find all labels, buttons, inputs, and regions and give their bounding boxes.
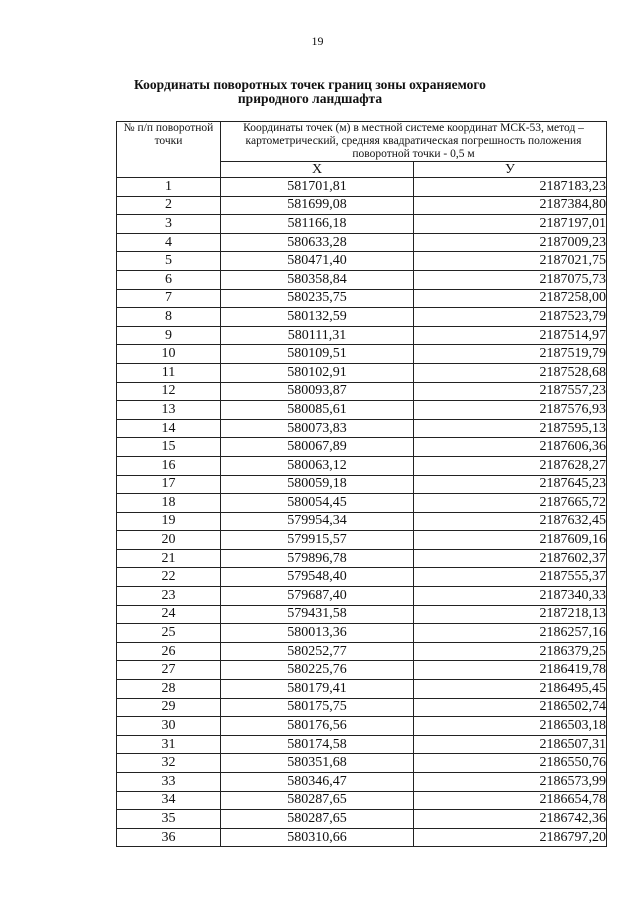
x-coordinate-cell: 580085,61 <box>221 401 414 420</box>
y-coordinate-cell: 2187606,36 <box>414 438 607 457</box>
point-number-cell: 8 <box>117 308 221 327</box>
table-row <box>117 735 607 754</box>
x-coordinate-cell: 579915,57 <box>221 531 414 550</box>
table-row <box>117 549 607 568</box>
y-coordinate-cell: 2187576,93 <box>414 401 607 420</box>
y-coordinate-cell: 2187645,23 <box>414 475 607 494</box>
y-coordinate-cell: 2186550,76 <box>414 754 607 773</box>
x-coordinate-cell: 580059,18 <box>221 475 414 494</box>
point-number-cell: 13 <box>117 401 221 420</box>
table-row <box>117 308 607 327</box>
point-number-cell: 33 <box>117 773 221 792</box>
y-coordinate-cell: 2186502,74 <box>414 698 607 717</box>
y-coordinate-cell: 2187628,27 <box>414 456 607 475</box>
x-coordinate-cell: 579954,34 <box>221 512 414 531</box>
table-row <box>117 791 607 810</box>
y-coordinate-cell: 2187258,00 <box>414 289 607 308</box>
y-coordinate-cell: 2187183,23 <box>414 178 607 197</box>
y-coordinate-cell: 2186257,16 <box>414 624 607 643</box>
y-coordinate-cell: 2186797,20 <box>414 828 607 847</box>
document-title: Координаты поворотных точек границ зоны охраняемого природного ландшафта <box>134 77 486 106</box>
y-coordinate-cell: 2186507,31 <box>414 735 607 754</box>
point-number-cell: 36 <box>117 828 221 847</box>
point-number-cell: 29 <box>117 698 221 717</box>
x-coordinate-cell: 580067,89 <box>221 438 414 457</box>
table-row <box>117 456 607 475</box>
point-number-cell: 11 <box>117 363 221 382</box>
y-coordinate-cell: 2186379,25 <box>414 642 607 661</box>
x-coordinate-cell: 580471,40 <box>221 252 414 271</box>
x-coordinate-cell: 580174,58 <box>221 735 414 754</box>
x-coordinate-cell: 580358,84 <box>221 270 414 289</box>
x-coordinate-cell: 580176,56 <box>221 717 414 736</box>
point-number-cell: 1 <box>117 178 221 197</box>
table-row <box>117 661 607 680</box>
table-row <box>117 773 607 792</box>
point-number-cell: 16 <box>117 456 221 475</box>
point-number-cell: 15 <box>117 438 221 457</box>
point-number-cell: 9 <box>117 326 221 345</box>
x-coordinate-cell: 579548,40 <box>221 568 414 587</box>
table-row <box>117 363 607 382</box>
point-number-cell: 7 <box>117 289 221 308</box>
y-coordinate-cell: 2187340,33 <box>414 587 607 606</box>
x-coordinate-cell: 580093,87 <box>221 382 414 401</box>
table-row <box>117 419 607 438</box>
x-coordinate-cell: 580235,75 <box>221 289 414 308</box>
table-row <box>117 828 607 847</box>
point-number-cell: 28 <box>117 680 221 699</box>
y-coordinate-cell: 2186503,18 <box>414 717 607 736</box>
table-row <box>117 624 607 643</box>
table-row <box>117 196 607 215</box>
point-number-cell: 18 <box>117 494 221 513</box>
x-coordinate-cell: 580013,36 <box>221 624 414 643</box>
point-number-cell: 32 <box>117 754 221 773</box>
x-coordinate-cell: 580179,41 <box>221 680 414 699</box>
point-number-cell: 19 <box>117 512 221 531</box>
point-number-cell: 20 <box>117 531 221 550</box>
table-row <box>117 438 607 457</box>
header-coordinates: Координаты точек (м) в местной системе координат МСК-53, метод – картометрический, средняя квадратическая погрешность положения поворотной точки - 0,5 м <box>221 122 607 162</box>
y-coordinate-cell: 2186654,78 <box>414 791 607 810</box>
point-number-cell: 35 <box>117 810 221 829</box>
table-row <box>117 512 607 531</box>
point-number-cell: 3 <box>117 215 221 234</box>
x-coordinate-cell: 580073,83 <box>221 419 414 438</box>
y-coordinate-cell: 2187075,73 <box>414 270 607 289</box>
header-point-number: № п/п поворотной точки <box>117 122 221 178</box>
y-coordinate-cell: 2186573,99 <box>414 773 607 792</box>
x-coordinate-cell: 579687,40 <box>221 587 414 606</box>
y-coordinate-cell: 2187514,97 <box>414 326 607 345</box>
point-number-cell: 24 <box>117 605 221 624</box>
x-coordinate-cell: 579896,78 <box>221 549 414 568</box>
table-row <box>117 270 607 289</box>
y-coordinate-cell: 2187602,37 <box>414 549 607 568</box>
y-coordinate-cell: 2186495,45 <box>414 680 607 699</box>
table-row <box>117 233 607 252</box>
x-coordinate-cell: 580310,66 <box>221 828 414 847</box>
y-coordinate-cell: 2187218,13 <box>414 605 607 624</box>
y-coordinate-cell: 2187523,79 <box>414 308 607 327</box>
point-number-cell: 34 <box>117 791 221 810</box>
x-coordinate-cell: 581701,81 <box>221 178 414 197</box>
y-coordinate-cell: 2186742,36 <box>414 810 607 829</box>
coordinates-table <box>116 121 607 847</box>
page-number: 19 <box>311 34 324 48</box>
x-coordinate-cell: 580111,31 <box>221 326 414 345</box>
y-coordinate-cell: 2187021,75 <box>414 252 607 271</box>
point-number-cell: 6 <box>117 270 221 289</box>
table-body <box>117 178 607 847</box>
table-row <box>117 605 607 624</box>
x-coordinate-cell: 580633,28 <box>221 233 414 252</box>
point-number-cell: 14 <box>117 419 221 438</box>
table-row <box>117 568 607 587</box>
y-coordinate-cell: 2186419,78 <box>414 661 607 680</box>
table-row <box>117 680 607 699</box>
table-row <box>117 475 607 494</box>
x-coordinate-cell: 581166,18 <box>221 215 414 234</box>
y-coordinate-cell: 2187555,37 <box>414 568 607 587</box>
table-row <box>117 252 607 271</box>
x-coordinate-cell: 580346,47 <box>221 773 414 792</box>
point-number-cell: 17 <box>117 475 221 494</box>
table-row <box>117 810 607 829</box>
table-row <box>117 382 607 401</box>
table-row <box>117 178 607 197</box>
x-coordinate-cell: 580175,75 <box>221 698 414 717</box>
x-coordinate-cell: 579431,58 <box>221 605 414 624</box>
x-coordinate-cell: 581699,08 <box>221 196 414 215</box>
x-coordinate-cell: 580109,51 <box>221 345 414 364</box>
x-coordinate-cell: 580054,45 <box>221 494 414 513</box>
table-row <box>117 531 607 550</box>
table-row <box>117 717 607 736</box>
point-number-cell: 2 <box>117 196 221 215</box>
y-coordinate-cell: 2187632,45 <box>414 512 607 531</box>
header-y: У <box>414 162 607 178</box>
table-row <box>117 494 607 513</box>
header-x: X <box>221 162 414 178</box>
table-row <box>117 289 607 308</box>
point-number-cell: 25 <box>117 624 221 643</box>
table-row <box>117 698 607 717</box>
table-row <box>117 754 607 773</box>
table-row <box>117 326 607 345</box>
point-number-cell: 12 <box>117 382 221 401</box>
table-row <box>117 345 607 364</box>
table-row <box>117 642 607 661</box>
y-coordinate-cell: 2187009,23 <box>414 233 607 252</box>
x-coordinate-cell: 580063,12 <box>221 456 414 475</box>
y-coordinate-cell: 2187384,80 <box>414 196 607 215</box>
x-coordinate-cell: 580102,91 <box>221 363 414 382</box>
x-coordinate-cell: 580287,65 <box>221 791 414 810</box>
point-number-cell: 10 <box>117 345 221 364</box>
point-number-cell: 4 <box>117 233 221 252</box>
x-coordinate-cell: 580351,68 <box>221 754 414 773</box>
y-coordinate-cell: 2187595,13 <box>414 419 607 438</box>
point-number-cell: 31 <box>117 735 221 754</box>
x-coordinate-cell: 580132,59 <box>221 308 414 327</box>
y-coordinate-cell: 2187519,79 <box>414 345 607 364</box>
point-number-cell: 5 <box>117 252 221 271</box>
point-number-cell: 27 <box>117 661 221 680</box>
point-number-cell: 23 <box>117 587 221 606</box>
point-number-cell: 26 <box>117 642 221 661</box>
y-coordinate-cell: 2187557,23 <box>414 382 607 401</box>
x-coordinate-cell: 580225,76 <box>221 661 414 680</box>
y-coordinate-cell: 2187665,72 <box>414 494 607 513</box>
table-row <box>117 587 607 606</box>
x-coordinate-cell: 580287,65 <box>221 810 414 829</box>
y-coordinate-cell: 2187528,68 <box>414 363 607 382</box>
table-row <box>117 215 607 234</box>
y-coordinate-cell: 2187197,01 <box>414 215 607 234</box>
x-coordinate-cell: 580252,77 <box>221 642 414 661</box>
point-number-cell: 21 <box>117 549 221 568</box>
point-number-cell: 30 <box>117 717 221 736</box>
point-number-cell: 22 <box>117 568 221 587</box>
y-coordinate-cell: 2187609,16 <box>414 531 607 550</box>
table-row <box>117 401 607 420</box>
